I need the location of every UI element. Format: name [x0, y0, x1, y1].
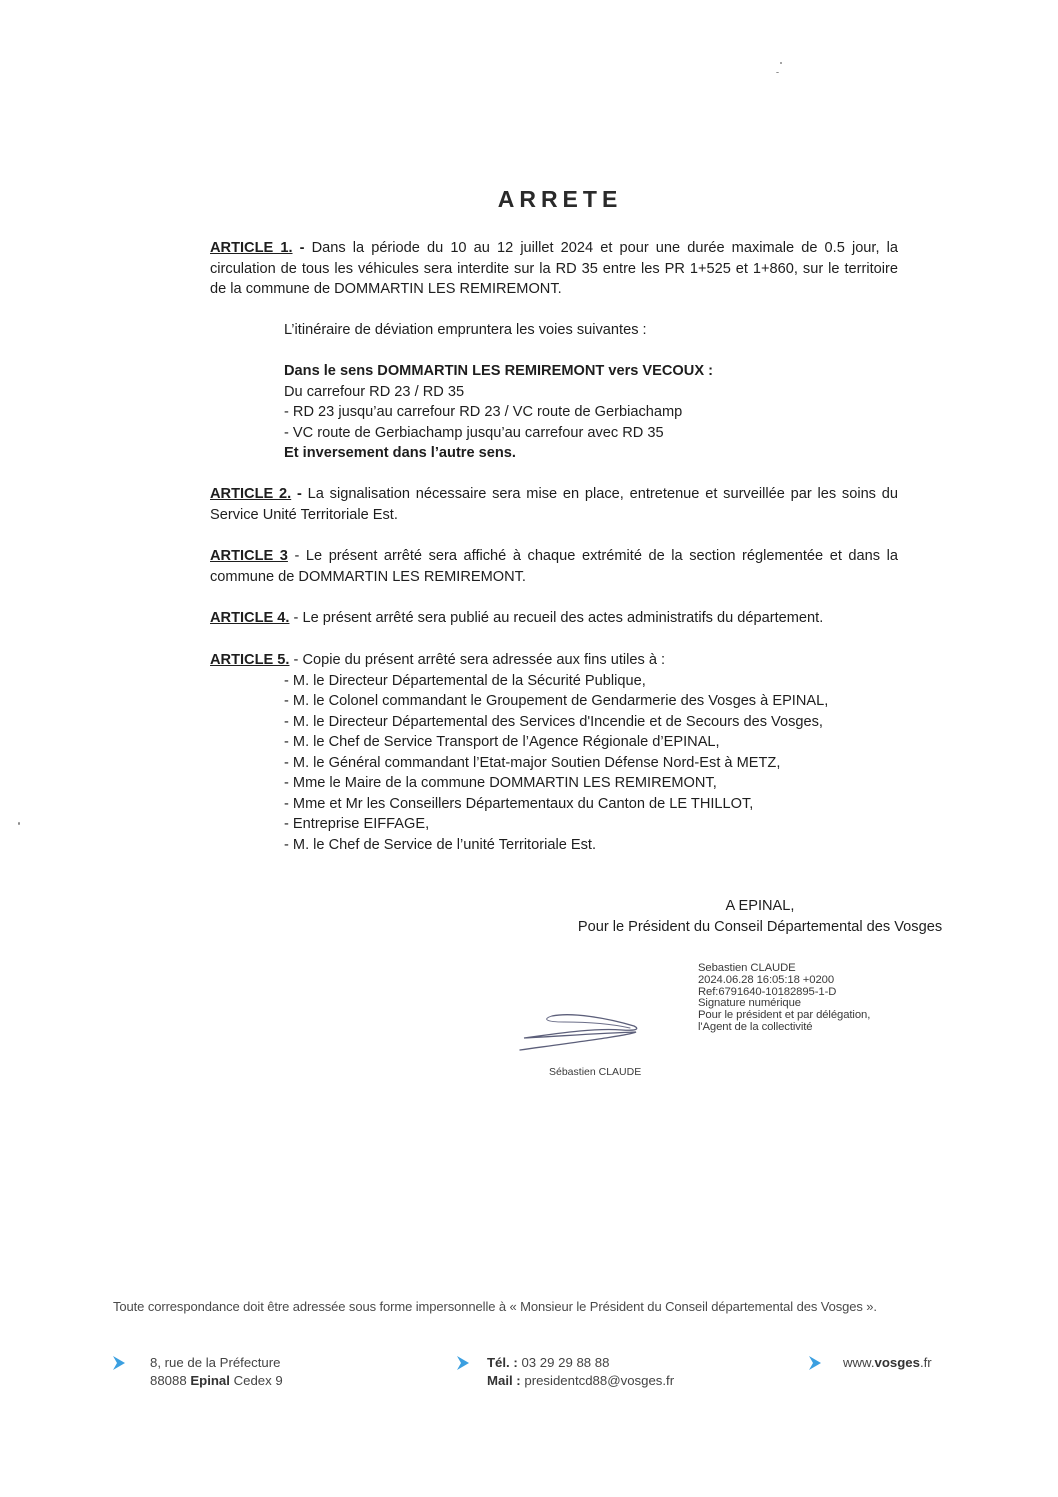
footer-contact: [487, 1354, 674, 1390]
signature-on-behalf: Pour le Président du Conseil Départemental des Vosges: [577, 919, 943, 935]
digital-signature-block: [698, 963, 870, 1034]
document-title: ARRETE: [497, 186, 623, 212]
scan-speck: [776, 72, 779, 73]
signature-place: A EPINAL,: [725, 898, 795, 914]
article-4-separator: -: [289, 610, 303, 626]
recipient-item: - Mme et Mr les Conseillers Départementaux du Canton de LE THILLOT,: [284, 795, 754, 812]
recipient-item: - M. le Colonel commandant le Groupement de Gendarmerie des Vosges à EPINAL,: [284, 693, 829, 709]
scan-speck: [780, 62, 782, 64]
recipient-item: - Mme le Maire de la commune DOMMARTIN LES REMIREMONT,: [284, 775, 717, 791]
article-5-label: ARTICLE 5.: [210, 652, 290, 668]
detour-direction-heading: Dans le sens DOMMARTIN LES REMIREMONT vers VECOUX :: [284, 363, 713, 379]
contact-phone: [487, 1354, 674, 1372]
article-3: [210, 546, 898, 587]
article-5: [210, 650, 910, 855]
recipients-list: [284, 671, 910, 856]
mail-value: presidentcd88@vosges.fr: [520, 1373, 675, 1388]
contact-mail: [487, 1372, 674, 1390]
detour-intro: L’itinéraire de déviation empruntera les voies suivantes :: [284, 322, 647, 338]
scan-speck: [18, 822, 20, 825]
article-5-text: Copie du présent arrêté sera adressée aux fins utiles à :: [302, 652, 666, 668]
article-1-separator: -: [292, 240, 312, 256]
digital-signature-type: Signature numérique: [698, 997, 801, 1010]
article-2-separator: -: [291, 486, 308, 502]
digital-signature-delegation: Pour le président et par délégation,: [698, 1009, 871, 1022]
detour-step: - RD 23 jusqu’au carrefour RD 23 / VC route de Gerbiachamp: [284, 404, 683, 420]
article-3-text: Le présent arrêté sera affiché à chaque extrémité de la section réglementée et dans la commune de DOMMARTIN LES REMIREMONT.: [210, 548, 898, 585]
footer-correspondence-note: Toute correspondance doit être adressée sous forme impersonnelle à « Monsieur le Président du Conseil départemental des Vosges ».: [113, 1299, 877, 1314]
phone-value: 03 29 29 88 88: [517, 1355, 610, 1370]
address-street: 8, rue de la Préfecture: [150, 1355, 281, 1370]
chevron-right-icon: [456, 1355, 470, 1371]
signature-place-block: [500, 896, 1020, 938]
website-domain: vosges: [874, 1355, 920, 1370]
article-2: [210, 484, 898, 525]
website-prefix: www.: [843, 1355, 875, 1370]
chevron-right-icon: [808, 1355, 822, 1371]
recipient-item: - M. le Général commandant l’Etat-major Soutien Défense Nord-Est à METZ,: [284, 754, 781, 771]
digital-signature-timestamp: 2024.06.28 16:05:18 +0200: [698, 973, 835, 986]
footer-address: [150, 1354, 283, 1390]
digital-signature-name: Sebastien CLAUDE: [698, 962, 796, 974]
detour-reverse-note: Et inversement dans l’autre sens.: [284, 445, 516, 461]
website-suffix: .fr: [919, 1355, 932, 1370]
digital-signature-role: l'Agent de la collectivité: [698, 1020, 813, 1033]
article-3-label: ARTICLE 3: [210, 548, 288, 564]
recipient-item: - M. le Chef de Service Transport de l’Agence Régionale d’EPINAL,: [284, 734, 720, 750]
mail-label: Mail :: [487, 1373, 521, 1388]
article-4-text: Le présent arrêté sera publié au recueil des actes administratifs du département.: [302, 610, 824, 626]
recipient-item: - Entreprise EIFFAGE,: [284, 816, 430, 832]
article-4-label: ARTICLE 4.: [210, 610, 290, 626]
recipient-item: - M. le Chef de Service de l’unité Territoriale Est.: [284, 836, 597, 853]
detour-itinerary: [284, 320, 844, 464]
article-1-text: Dans la période du 10 au 12 juillet 2024 et pour une durée maximale de 0.5 jour, la circulation de tous les véhicules sera interdite sur la RD 35 entre les PR 1+525 et 1+860, sur le territoire de la commune de DOMMARTIN LES REMIREMONT.: [210, 240, 898, 297]
article-4: [210, 608, 898, 629]
article-2-label: ARTICLE 2.: [210, 486, 292, 502]
article-1-label: ARTICLE 1.: [210, 240, 293, 256]
recipient-item: - M. le Directeur Départemental de la Sécurité Publique,: [284, 672, 646, 689]
recipient-item: - M. le Directeur Départemental des Services d'Incendie et de Secours des Vosges,: [284, 713, 823, 730]
chevron-right-icon: [112, 1355, 126, 1371]
article-5-separator: -: [289, 652, 303, 668]
address-cedex: Cedex 9: [229, 1373, 283, 1388]
footer-website: [843, 1354, 932, 1372]
handwritten-signature-icon: [512, 1006, 652, 1056]
detour-step: - VC route de Gerbiachamp jusqu’au carrefour avec RD 35: [284, 424, 664, 441]
article-3-separator: -: [287, 548, 306, 564]
detour-step: Du carrefour RD 23 / RD 35: [284, 383, 465, 400]
address-city: Epinal: [190, 1373, 230, 1388]
spacer: [284, 341, 844, 362]
address-postcode: 88088: [150, 1373, 191, 1388]
article-2-text: La signalisation nécessaire sera mise en place, entretenue et surveillée par les soins du Service Unité Territoriale Est.: [210, 486, 898, 523]
phone-label: Tél. :: [487, 1355, 518, 1370]
address-city-line: [150, 1372, 283, 1390]
article-1: [210, 238, 898, 300]
signer-name: Sébastien CLAUDE: [549, 1066, 642, 1078]
digital-signature-reference: Ref:6791640-10182895-1-D: [698, 985, 837, 998]
